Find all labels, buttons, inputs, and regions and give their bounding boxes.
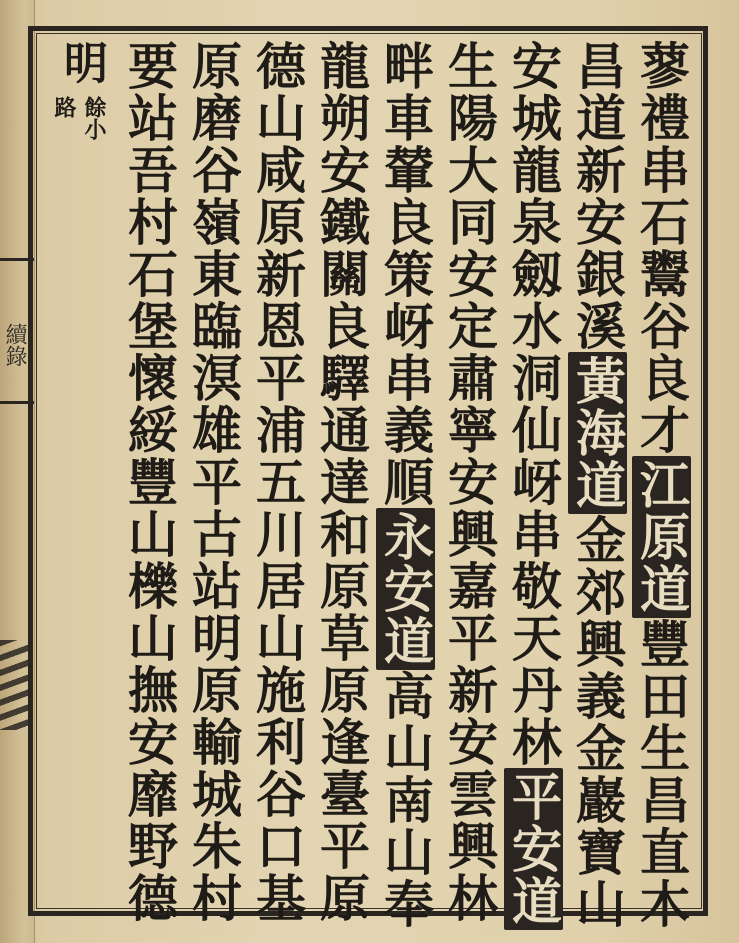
province-heading: 江原道 (632, 456, 691, 618)
text-column (374, 40, 436, 930)
text-column (246, 40, 308, 924)
text-segment: 龍朔安鐵關良驛通達和原草原逢臺平原 (312, 40, 371, 924)
province-heading: 平安道 (504, 768, 563, 930)
text-segment: 金郊興義金巖寶山 (568, 514, 627, 930)
small-annotation (46, 96, 108, 196)
text-column (310, 40, 372, 924)
text-segment: 畔車輦良策岈串義順 (376, 40, 435, 508)
text-segment: 原磨谷嶺東臨溟雄平古站明原輸城朱村 (184, 40, 243, 924)
text-column (438, 40, 500, 924)
province-heading: 永安道 (376, 508, 435, 670)
text-column (566, 40, 628, 930)
text-segment: 蓼禮串石鬻谷良才 (632, 40, 691, 456)
last-column-char: 明 (56, 40, 107, 84)
text-segment: 要站吾村石堡懷綏豐山櫟山撫安靡野德 (120, 40, 179, 924)
annotation-right: 餘小 (81, 96, 107, 140)
text-segment: 豐田生昌直木 (632, 618, 691, 930)
last-column (50, 40, 112, 84)
text-column (630, 40, 692, 930)
spine-ink-mark (0, 640, 30, 730)
annotation-left: 路 (51, 96, 77, 118)
spine-title: 續錄 (2, 323, 27, 367)
text-segment: 高山南山奉 (376, 670, 435, 930)
text-column (502, 40, 564, 930)
text-segment: 德山咸原新恩平浦五川居山施利谷口基 (248, 40, 307, 924)
text-segment: 安城龍泉劔水洞仙岈串敬天丹林 (504, 40, 563, 768)
text-column (118, 40, 180, 924)
text-segment: 昌道新安銀溪 (568, 40, 627, 352)
text-column (182, 40, 244, 924)
province-heading: 黃海道 (568, 352, 627, 514)
text-segment: 生陽大同安定肅寧安興嘉平新安雲興林 (440, 40, 499, 924)
